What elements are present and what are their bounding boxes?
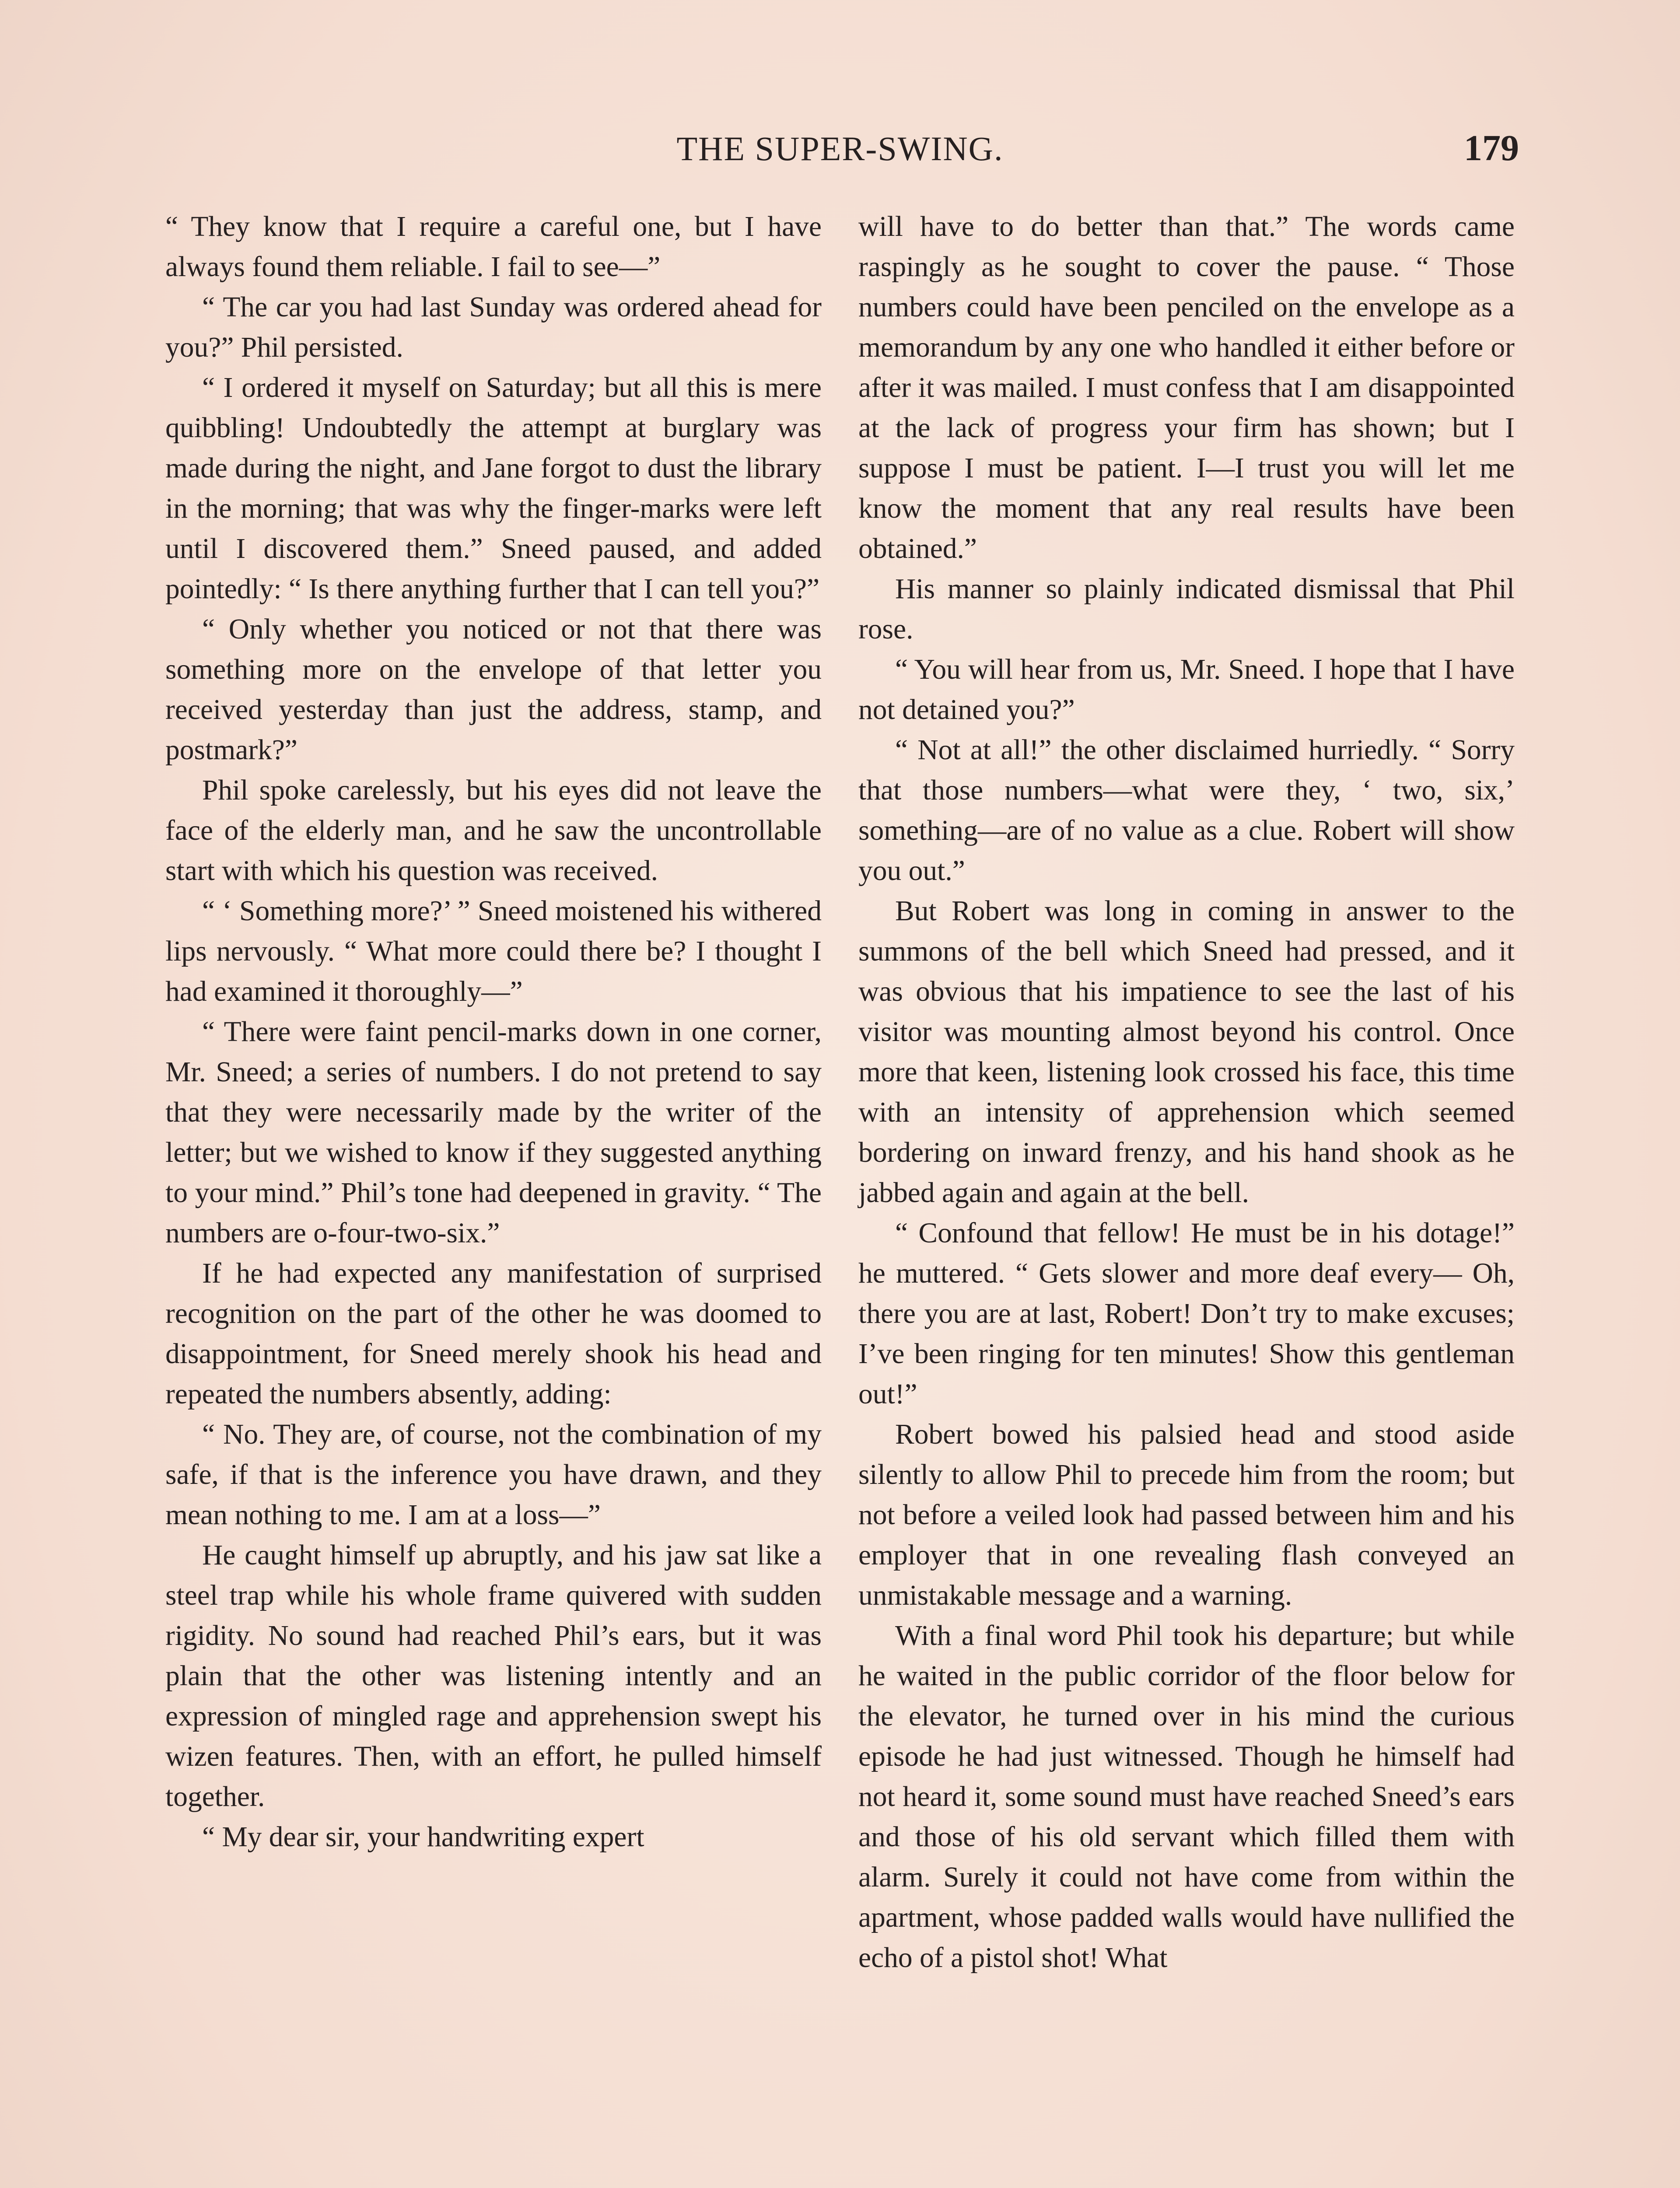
paragraph: “ ‘ Something more?’ ” Sneed moistened his withered lips nervously. “ What more could there be? I thought I had examined it thoroughly—” xyxy=(165,895,822,1007)
paragraph: He caught himself up abruptly, and his jaw sat like a steel trap while his whole frame quivered with sudden rigidity. No sound had reached Phil’s ears, but it was plain that the other was listening intently and an expression of mingled rage and apprehension swept his wizen features. Then, with an effort, he pulled himself together. xyxy=(165,1539,822,1813)
paragraph: “ No. They are, of course, not the combination of my safe, if that is the inference you have drawn, and they mean nothing to me. I am at a loss—” xyxy=(165,1419,822,1531)
paragraph: “ You will hear from us, Mr. Sneed. I hope that I have not detained you?” xyxy=(858,654,1515,726)
paragraph: “ The car you had last Sunday was ordered ahead for you?” Phil persisted. xyxy=(165,291,822,363)
paragraph: Phil spoke carelessly, but his eyes did not leave the face of the elderly man, and he saw the uncontrollable start with which his question was received. xyxy=(165,775,822,887)
paragraph: Robert bowed his palsied head and stood aside silently to allow Phil to precede him from the room; but not before a veiled look had passed between him and his employer that in one revealing flash conveyed an unmistakable message and a warning. xyxy=(858,1419,1515,1611)
paragraph: If he had expected any manifestation of surprised recognition on the part of the other he was doomed to disappointment, for Sneed merely shook his head and repeated the numbers absently, adding: xyxy=(165,1258,822,1410)
right-column xyxy=(858,207,1515,1978)
paragraph: “ Confound that fellow! He must be in his dotage!” he muttered. “ Gets slower and more deaf every— Oh, there you are at last, Robert! Don’t try to make excuses; I’ve been ringing for ten minutes! Show this gentleman out!” xyxy=(858,1217,1515,1410)
paragraph: “ My dear sir, your handwriting expert xyxy=(202,1821,644,1853)
paragraph: His manner so plainly indicated dismissal that Phil rose. xyxy=(858,573,1515,645)
paragraph: “ Not at all!” the other disclaimed hurriedly. “ Sorry that those numbers—what were they, ‘ two, six,’ something—are of no value as a clue. Robert will show you out.” xyxy=(858,734,1515,887)
left-column xyxy=(165,207,822,1857)
paragraph: But Robert was long in coming in answer to the summons of the bell which Sneed had pressed, and it was obvious that his impatience to see the last of his visitor was mounting almost beyond his control. Once more that keen, listening look crossed his face, this time with an intensity of apprehension which seemed bordering on inward frenzy, and his hand shook as he jabbed again and again at the bell. xyxy=(858,895,1515,1209)
paragraph: will have to do better than that.” The words came raspingly as he sought to cover the pause. “ Those numbers could have been penciled on the envelope as a memorandum by any one who handled it either before or after it was mailed. I must confess that I am disappointed at the lack of progress your firm has shown; but I suppose I must be patient. I—I trust you will let me know the moment that any real results have been obtained.” xyxy=(858,211,1515,565)
paragraph: “ They know that I require a careful one, but I have always found them reliable. I fail to see—” xyxy=(165,211,822,283)
page-number: 179 xyxy=(1464,128,1519,168)
paragraph: “ Only whether you noticed or not that there was something more on the envelope of that letter you received yesterday than just the address, stamp, and postmark?” xyxy=(165,614,822,766)
paragraph: “ There were faint pencil-marks down in one corner, Mr. Sneed; a series of numbers. I do not pretend to say that they were necessarily made by the writer of the letter; but we wished to know if they suggested anything to your mind.” Phil’s tone had deepened in gravity. “ The numbers are o-four-two-six.” xyxy=(165,1016,822,1249)
paragraph: “ I ordered it myself on Saturday; but all this is mere quibbling! Undoubtedly the attempt at burglary was made during the night, and Jane forgot to dust the library in the morning; that was why the finger-marks were left until I discovered them.” Sneed paused, and added pointedly: “ Is there anything further that I can tell you?” xyxy=(165,372,822,605)
running-title: THE SUPER-SWING. xyxy=(676,130,1004,168)
paragraph: With a final word Phil took his departure; but while he waited in the public corridor of the floor below for the elevator, he turned over in his mind the curious episode he had just witnessed. Though he himself had not heard it, some sound must have reached Sneed’s ears and those of his old servant which filled them with alarm. Surely it could not have come from within the apartment, whose padded walls would have nullified the echo of a pistol shot! What xyxy=(858,1620,1515,1974)
